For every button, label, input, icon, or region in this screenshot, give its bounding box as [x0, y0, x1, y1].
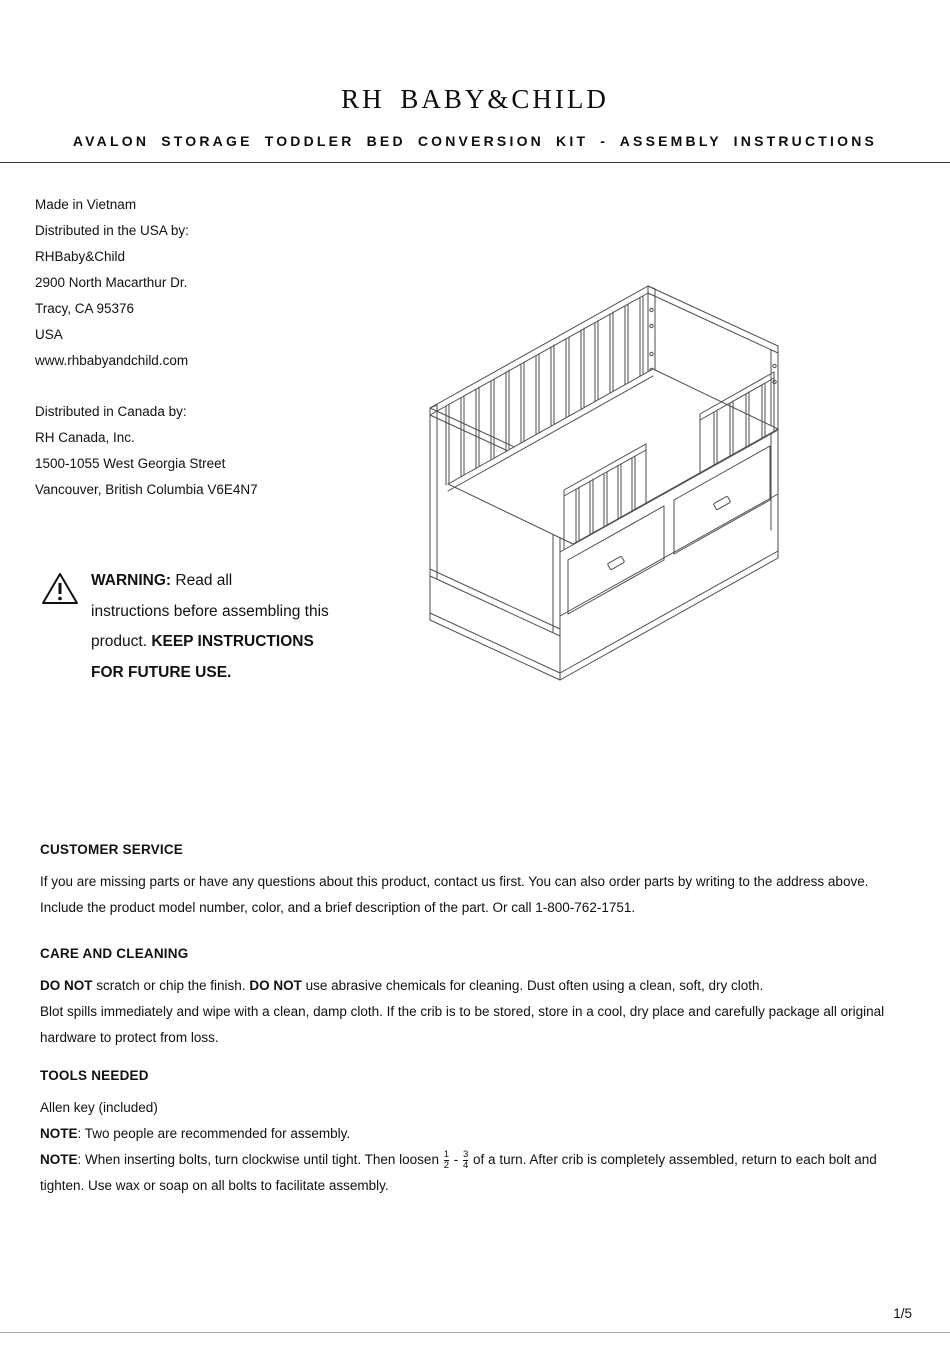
fraction-one-half: $\frac{1}{2}$ — [443, 1149, 449, 1171]
brand-logo: RH BABY&CHILD — [341, 84, 609, 114]
body-text: - — [450, 1152, 462, 1167]
body-text: If you are missing parts or have any questions about this product, contact us first. You can also order parts by writing to the address above. — [40, 874, 869, 889]
address-gap — [35, 374, 258, 399]
warning-line: instructions before assembling this — [91, 602, 329, 620]
section-heading: TOOLS NEEDED — [40, 1068, 149, 1083]
body-text: use abrasive chemicals for cleaning. Dust often using a clean, soft, dry cloth. — [301, 978, 764, 993]
canada-address-line: 1500-1055 West Georgia Street — [35, 456, 226, 471]
body-text: of a turn. After crib is completely assembled, return to each bolt and tighten. Use wax or soap on all bolts to facilitate assembly. — [40, 1152, 877, 1193]
body-text — [40, 1147, 912, 1199]
warning-note — [40, 566, 329, 688]
address-block — [35, 192, 258, 503]
canada-address-line: Vancouver, British Columbia V6E4N7 — [35, 482, 258, 497]
customer-service-section — [40, 840, 912, 921]
tools-needed-section — [40, 1066, 912, 1199]
warning-emphasis: FOR FUTURE USE. — [91, 663, 232, 681]
warning-text — [91, 566, 329, 688]
note-label: NOTE — [40, 1126, 78, 1141]
usa-address-line: Tracy, CA 95376 — [35, 301, 135, 316]
footer-divider — [0, 1332, 950, 1333]
warning-label: WARNING: — [91, 572, 172, 589]
body-text — [40, 973, 912, 999]
usa-address-line: RHBaby&Child — [35, 249, 126, 264]
warning-emphasis: KEEP INSTRUCTIONS — [151, 633, 314, 650]
section-heading: CUSTOMER SERVICE — [40, 842, 183, 857]
body-text: Include the product model number, color, and a brief description of the part. Or call 1-800-762-1751. — [40, 900, 636, 915]
toddler-bed-illustration — [418, 268, 790, 700]
website-url: www.rhbabyandchild.com — [35, 353, 189, 368]
body-text — [40, 1121, 912, 1147]
header-divider — [0, 162, 950, 163]
do-not-emphasis: DO NOT — [249, 978, 302, 993]
warning-line: product. — [91, 633, 152, 650]
canada-address-line: RH Canada, Inc. — [35, 430, 135, 445]
made-in-line: Made in Vietnam — [35, 197, 137, 212]
do-not-emphasis: DO NOT — [40, 978, 93, 993]
page-title: AVALON STORAGE TODDLER BED CONVERSION KIT - ASSEMBLY INSTRUCTIONS — [72, 133, 878, 149]
warning-triangle-icon — [40, 566, 80, 688]
usa-address-line: 2900 North Macarthur Dr. — [35, 275, 188, 290]
canada-address-line: Distributed in Canada by: — [35, 404, 187, 419]
body-text: : When inserting bolts, turn clockwise until tight. Then loosen — [77, 1152, 443, 1167]
warning-line: Read all — [171, 572, 233, 589]
section-heading: CARE AND CLEANING — [40, 946, 189, 961]
body-text: Allen key (included) — [40, 1100, 158, 1115]
care-and-cleaning-section — [40, 944, 912, 1051]
page-number: 1/5 — [893, 1306, 912, 1321]
fraction-three-quarters: $\frac{3}{4}$ — [463, 1149, 469, 1171]
body-text: Blot spills immediately and wipe with a clean, damp cloth. If the crib is to be stored, store in a cool, dry place and carefully package all original hardware to protect from loss. — [40, 1004, 885, 1045]
body-text: scratch or chip the finish. — [92, 978, 250, 993]
usa-address-line: USA — [35, 327, 63, 342]
usa-address-line: Distributed in the USA by: — [35, 223, 189, 238]
note-label: NOTE — [40, 1152, 78, 1167]
body-text: : Two people are recommended for assembly. — [77, 1126, 351, 1141]
